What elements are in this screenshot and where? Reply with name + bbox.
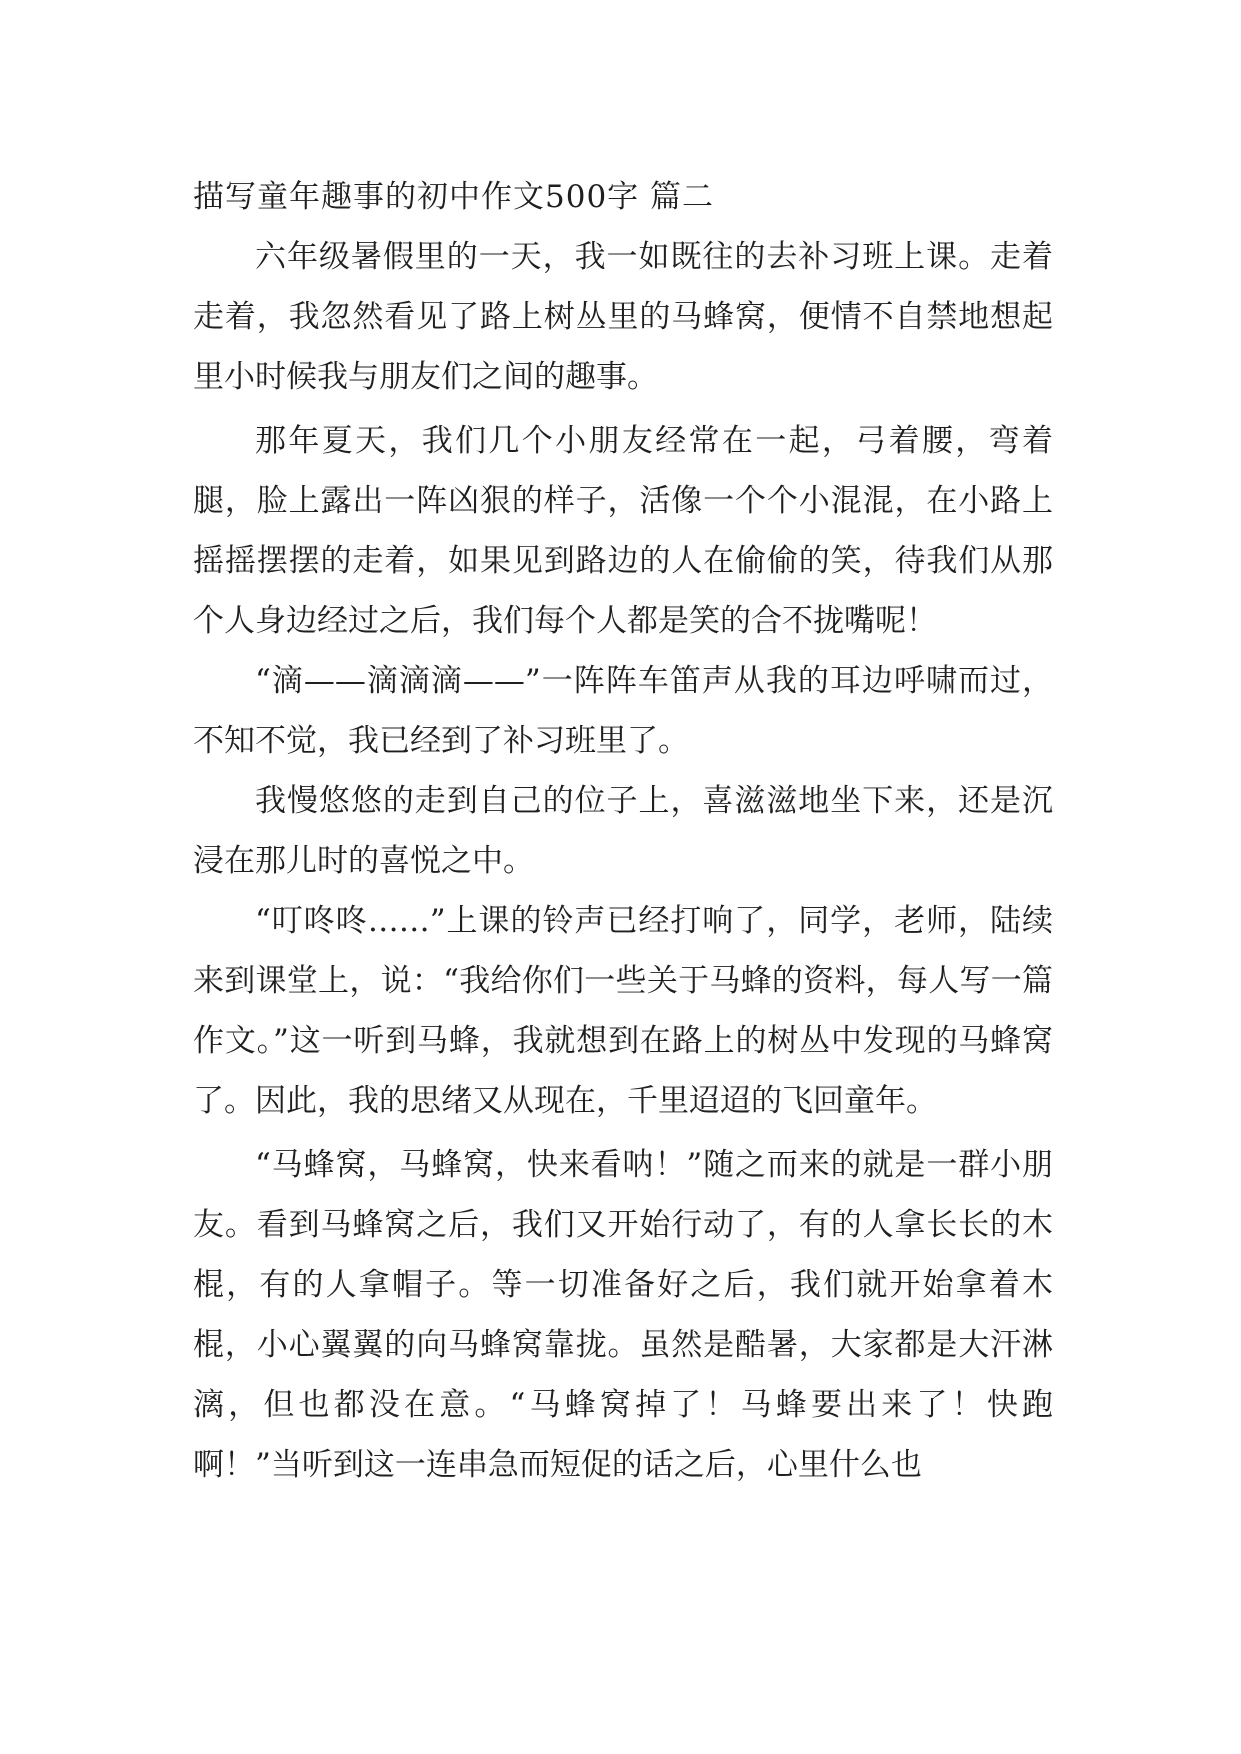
document-page [193, 171, 1053, 1495]
paragraph-4: 我慢悠悠的走到自己的位子上，喜滋滋地坐下来，还是沉浸在那儿时的喜悦之中。 [193, 783, 1053, 879]
paragraph-1: 六年级暑假里的一天，我一如既往的去补习班上课。走着走着，我忽然看见了路上树丛里的马蜂窝，便情不自禁地想起里小时候我与朋友们之间的趣事。 [193, 239, 1053, 395]
paragraph-2: 那年夏天，我们几个小朋友经常在一起，弓着腰，弯着腿，脸上露出一阵凶狠的样子，活像一个个小混混，在小路上摇摇摆摆的走着，如果见到路边的人在偷偷的笑，待我们从那个人身边经过之后，我们每个人都是笑的合不拢嘴呢！ [193, 423, 1053, 639]
essay-title: 描写童年趣事的初中作文500字 篇二 [193, 179, 715, 215]
paragraph-6: “马蜂窝，马蜂窝，快来看呐！”随之而来的就是一群小朋友。看到马蜂窝之后，我们又开始行动了，有的人拿长长的木棍，有的人拿帽子。等一切准备好之后，我们就开始拿着木棍，小心翼翼的向马蜂窝靠拢。虽然是酷暑，大家都是大汗淋漓，但也都没在意。“马蜂窝掉了！马蜂要出来了！快跑啊！”当听到这一连串急而短促的话之后，心里什么也 [193, 1147, 1053, 1483]
paragraph-5: “叮咚咚……”上课的铃声已经打响了，同学，老师，陆续来到课堂上，说：“我给你们一些关于马蜂的资料，每人写一篇作文。”这一听到马蜂，我就想到在路上的树丛中发现的马蜂窝了。因此，我的思绪又从现在，千里迢迢的飞回童年。 [193, 903, 1053, 1119]
paragraph-3: “滴——滴滴滴——”一阵阵车笛声从我的耳边呼啸而过，不知不觉，我已经到了补习班里了。 [193, 663, 1053, 759]
